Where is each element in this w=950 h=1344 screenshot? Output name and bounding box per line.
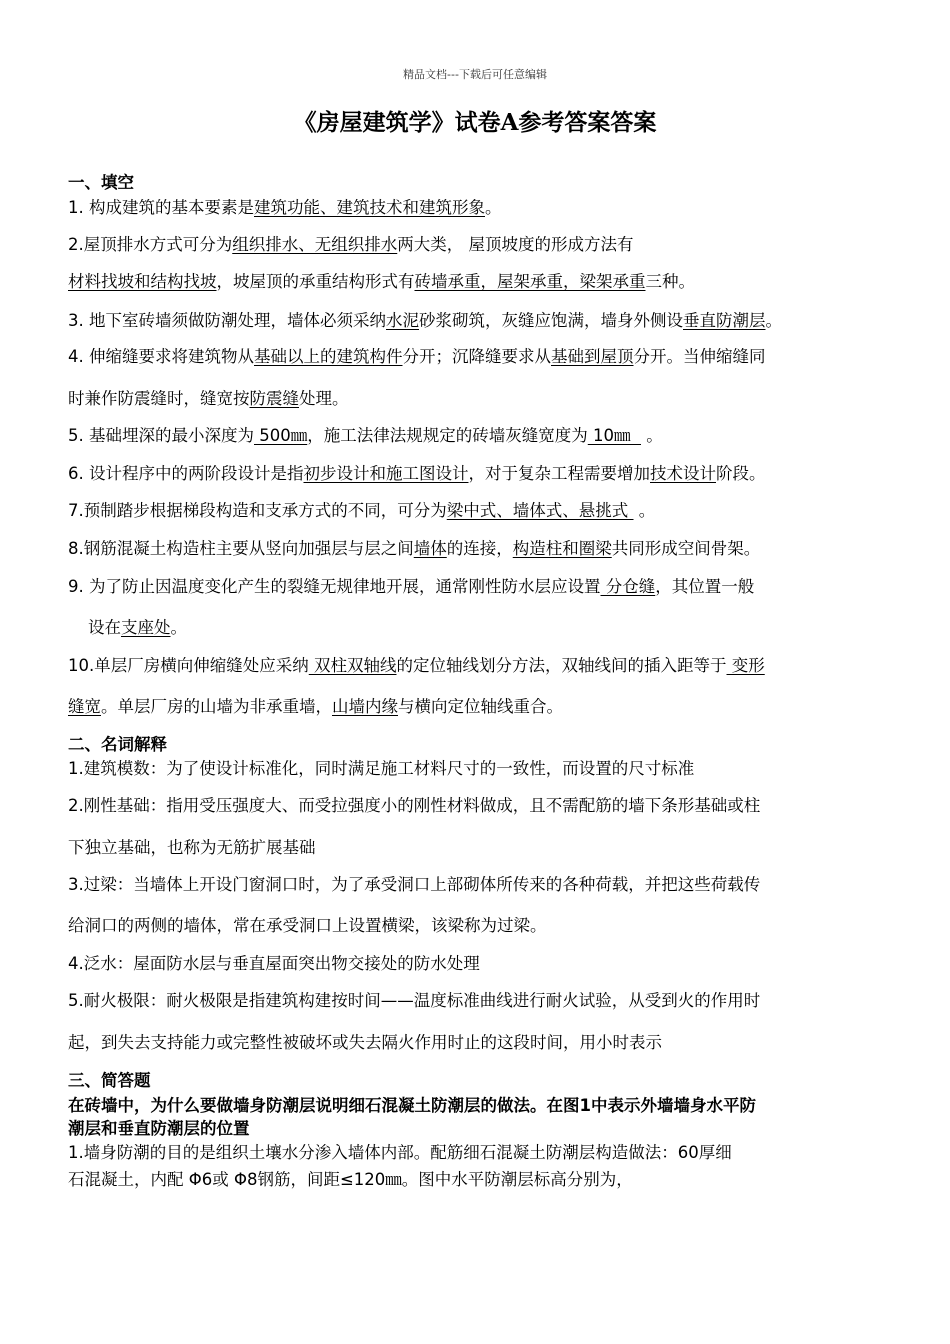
answer: 水泥 <box>386 311 419 330</box>
question-9: 9. 为了防止因温度变化产生的裂缝无规律地开展，通常刚性防水层应设置 分仓缝，其位置一般 <box>68 577 755 596</box>
question-8: 8.钢筋混凝土构造柱主要从竖向加强层与层之间墙体的连接，构造柱和圈梁共同形成空间骨架。 <box>68 539 761 558</box>
short-question: 在砖墙中，为什么要做墙身防潮层说明细石混凝土防潮层的做法。在图1中表示外墙墙身水平防 <box>68 1096 756 1115</box>
term-4: 4.泛水：屋面防水层与垂直屋面突出物交接处的防水处理 <box>68 954 480 973</box>
answer: 缝宽 <box>68 697 101 716</box>
term-3-cont: 给洞口的两侧的墙体，常在承受洞口上设置横梁，该梁称为过梁。 <box>68 916 547 935</box>
question-9-cont: 设在支座处。 <box>88 618 187 637</box>
question-4: 4. 伸缩缝要求将建筑物从基础以上的建筑构件分开；沉降缝要求从基础到屋顶分开。当伸缩缝同 <box>68 347 766 366</box>
answer: 初步设计和施工图设计 <box>303 464 469 483</box>
answer: 500㎜ <box>254 426 308 445</box>
answer: 技术设计 <box>650 464 716 483</box>
answer: 构造柱和圈梁 <box>512 539 612 558</box>
answer: 基础到屋顶 <box>551 347 634 366</box>
term-1: 1.建筑模数：为了使设计标准化，同时满足施工材料尺寸的一致性，而设置的尺寸标准 <box>68 759 695 778</box>
term-3: 3.过梁：当墙体上开设门窗洞口时，为了承受洞口上部砌体所传来的各种荷载，并把这些荷载传 <box>68 875 761 894</box>
answer: 砖墙承重，屋架承重，梁架承重 <box>414 272 646 291</box>
question-10-cont: 缝宽。单层厂房的山墙为非承重墙，山墙内缘与横向定位轴线重合。 <box>68 697 563 716</box>
section-heading-short-answer: 三、简答题 <box>68 1071 151 1090</box>
term-5: 5.耐火极限：耐火极限是指建筑构建按时间——温度标准曲线进行耐火试验，从受到火的作用时 <box>68 991 761 1010</box>
answer: 组织排水、无组织排水 <box>232 235 398 254</box>
answer: 建筑功能、建筑技术和建筑形象 <box>254 198 485 217</box>
short-answer: 1.墙身防潮的目的是组织土壤水分渗入墙体内部。配筋细石混凝土防潮层构造做法：60厚细 <box>68 1143 732 1162</box>
question-2-cont: 材料找坡和结构找坡，坡屋顶的承重结构形式有砖墙承重，屋架承重，梁架承重三种。 <box>68 272 695 291</box>
question-1: 1. 构成建筑的基本要素是建筑功能、建筑技术和建筑形象。 <box>68 198 502 217</box>
question-2: 2.屋顶排水方式可分为组织排水、无组织排水两大类， 屋顶坡度的形成方法有 <box>68 235 634 254</box>
answer: 分仓缝 <box>600 577 656 596</box>
section-heading-fill-blank: 一、填空 <box>68 173 134 192</box>
document-title: 《房屋建筑学》试卷A参考答案答案 <box>293 109 657 136</box>
question-3: 3. 地下室砖墙须做防潮处理，墙体必须采纳水泥砂浆砌筑，灰缝应饱满，墙身外侧设垂直防潮层。 <box>68 311 782 330</box>
answer: 支座处 <box>121 618 171 637</box>
answer: 10㎜ <box>587 426 641 445</box>
term-2: 2.刚性基础：指用受压强度大、而受拉强度小的刚性材料做成，且不需配筋的墙下条形基础或柱 <box>68 796 761 815</box>
answer: 防震缝 <box>249 389 299 408</box>
answer: 墙体 <box>413 539 447 558</box>
question-6: 6. 设计程序中的两阶段设计是指初步设计和施工图设计，对于复杂工程需要增加技术设计阶段。 <box>68 464 766 483</box>
short-question-cont: 潮层和垂直防潮层的位置 <box>68 1119 250 1138</box>
answer: 垂直防潮层 <box>683 311 766 330</box>
question-5: 5. 基础埋深的最小深度为 500㎜，施工法律法规规定的砖墙灰缝宽度为 10㎜ 。 <box>68 426 663 445</box>
term-2-cont: 下独立基础，也称为无筋扩展基础 <box>68 838 316 857</box>
answer: 双柱双轴线 <box>308 656 397 675</box>
section-heading-terms: 二、名词解释 <box>68 735 167 754</box>
answer: 山墙内缘 <box>332 697 398 716</box>
question-10: 10.单层厂房横向伸缩缝处应采纳 双柱双轴线的定位轴线划分方法，双轴线间的插入距等于 变形 <box>68 656 765 675</box>
page-header: 精品文档---下载后可任意编辑 <box>403 68 547 81</box>
short-answer-cont: 石混凝土，内配 Φ6或 Φ8钢筋，间距≤120㎜。图中水平防潮层标高分别为， <box>68 1170 633 1189</box>
answer: 梁中式、墙体式、悬挑式 <box>446 501 634 520</box>
question-7: 7.预制踏步根据梯段构造和支承方式的不同，可分为梁中式、墙体式、悬挑式 。 <box>68 501 656 520</box>
answer: 变形 <box>726 656 765 675</box>
answer: 材料找坡和结构找坡 <box>68 272 217 291</box>
question-4-cont: 时兼作防震缝时，缝宽按防震缝处理。 <box>68 389 349 408</box>
term-5-cont: 起，到失去支持能力或完整性被破坏或失去隔火作用时止的这段时间，用小时表示 <box>68 1033 662 1052</box>
answer: 基础以上的建筑构件 <box>254 347 403 366</box>
